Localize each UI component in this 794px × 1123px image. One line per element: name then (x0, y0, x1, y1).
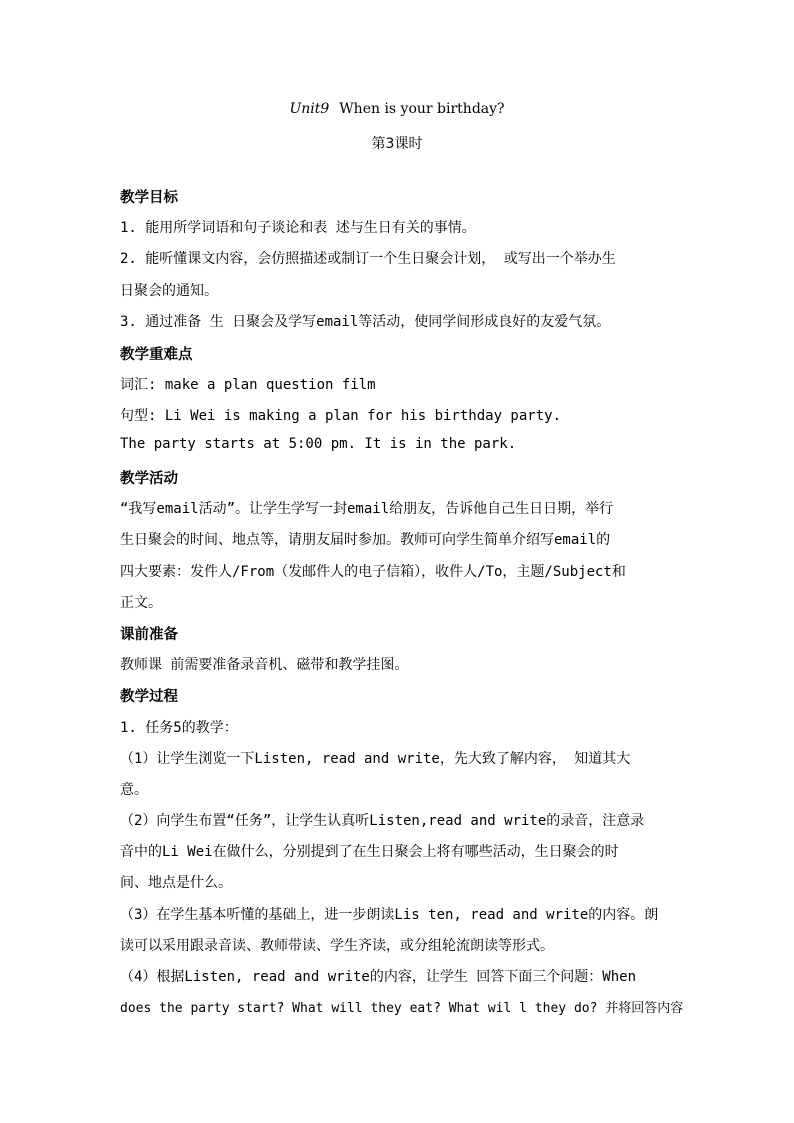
objective-line: 1. 能用所学词语和句子谈论和表 述与生日有关的事情。 (120, 220, 476, 236)
lesson-label: 第3课时 (371, 136, 423, 152)
objective-line: 日聚会的通知。 (120, 283, 218, 299)
process-line: 音中的Li Wei在做什么，分别提到了在生日聚会上将有哪些活动，生日聚会的时 (120, 844, 619, 860)
process-line: 意。 (120, 782, 148, 798)
objectives-heading: 教学目标 (120, 190, 178, 206)
process-line: does the party start? What will they eat? What wil l they do? 并将回答内容 (120, 1001, 684, 1016)
process-line: 1. 任务5的教学： (120, 720, 238, 736)
objective-line: 2. 能听懂课文内容，会仿照描述或制订一个生日聚会计划， 或写出一个举办生 (120, 251, 616, 267)
activity-line: “我写email活动”。让学生学写一封email给朋友，告诉他自己生日日期，举行 (120, 501, 614, 517)
key-point-line: 句型: Li Wei is making a plan for his birthday party. (120, 408, 562, 424)
key-point-line: 词汇: make a plan question film (120, 377, 376, 393)
page-title (0, 101, 794, 117)
objective-line: 3. 通过准备 生 日聚会及学写email等活动，使同学间形成良好的友爱气氛。 (120, 314, 611, 330)
title-text: When is your birthday? (339, 101, 505, 117)
unit-label: Unit9 (289, 101, 330, 117)
prep-heading: 课前准备 (120, 627, 178, 643)
activity-heading: 教学活动 (120, 471, 178, 487)
process-line: 间、地点是什么。 (120, 875, 232, 891)
activity-line: 正文。 (120, 595, 162, 611)
process-line: （3）在学生基本听懂的基础上，进一步朗读Lis ten, read and write的内容。朗 (120, 907, 659, 923)
process-line: 读可以采用跟录音读、教师带读、学生齐读，或分组轮流朗读等形式。 (120, 938, 554, 954)
activity-line: 生日聚会的时间、地点等，请朋友届时参加。教师可向学生简单介绍写email的 (120, 532, 611, 548)
key-point-line: The party starts at 5:00 pm. It is in the park. (120, 436, 517, 452)
process-line: （4）根据Listen, read and write的内容，让学生 回答下面三个问题：When (120, 969, 637, 985)
prep-line: 教师课 前需要准备录音机、磁带和教学挂图。 (120, 657, 409, 673)
key-points-heading: 教学重难点 (120, 347, 193, 363)
process-line: （1）让学生浏览一下Listen, read and write，先大致了解内容， 知道其大 (120, 751, 631, 767)
activity-line: 四大要素：发件人/From（发邮件人的电子信箱），收件人/To，主题/Subject和 (120, 564, 626, 580)
process-line: （2）向学生布置“任务”，让学生认真听Listen,read and write的录音，注意录 (120, 813, 645, 829)
process-heading: 教学过程 (120, 689, 178, 705)
